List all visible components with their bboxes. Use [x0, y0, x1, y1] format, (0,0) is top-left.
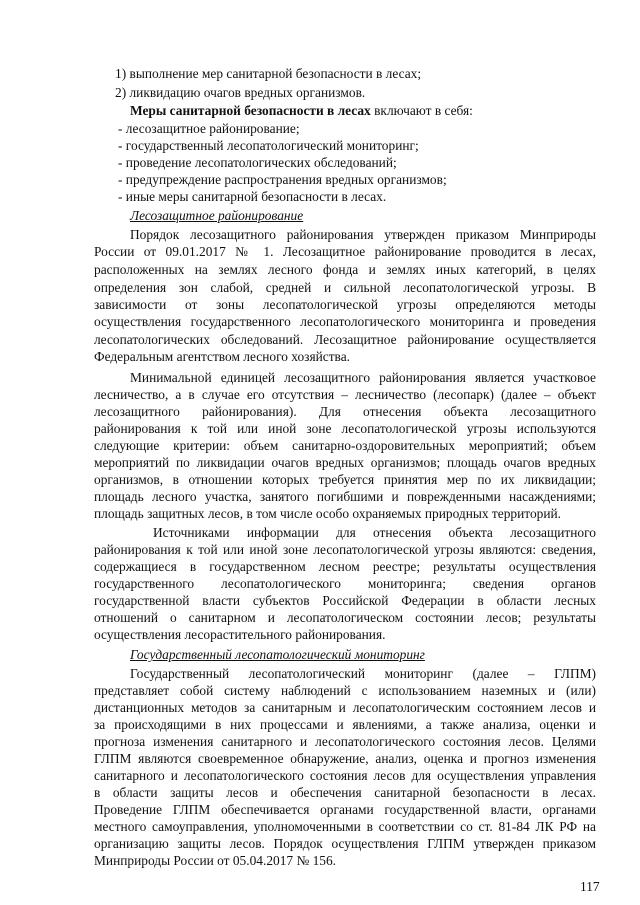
paragraph-line: Минприроды России от 05.04.2017 № 156. — [94, 853, 337, 868]
paragraph-line: России от 09.01.2017 № 1. Лесозащитное районирование проводится в лесах, — [94, 244, 596, 259]
paragraph-line: Проведение ГЛПМ обеспечивается органами государственной власти, органами — [94, 802, 596, 817]
paragraph-line: Федеральным агентством лесного хозяйства. — [94, 349, 350, 364]
paragraph-line: дистанционных методов за санитарным и лесопатологическим состоянием лесов и — [94, 700, 596, 715]
paragraph-line: расположенных на землях лесного фонда и землях иных категорий, в целях — [94, 262, 596, 277]
paragraph-line: мероприятий по ликвидации очагов вредных организмов; площадь очагов вредных — [94, 455, 596, 470]
paragraph-line: осуществления государственного лесопатологического мониторинга и проведения — [94, 314, 596, 329]
paragraph-line: Государственный лесопатологический мониторинг (далее – ГЛПМ) — [130, 666, 596, 681]
paragraph-line: санитарного и лесопатологического состояния лесов для осуществления управления — [94, 768, 596, 783]
paragraph-line: Источниками информации для отнесения объекта лесозащитного — [153, 525, 596, 540]
paragraph-line: осуществления лесорастительного районирования. — [94, 627, 386, 642]
measures-bold: Меры санитарной безопасности в лесах — [130, 103, 371, 118]
paragraph-line: Порядок лесозащитного районирования утвержден приказом Минприроды — [130, 227, 596, 242]
paragraph-line: прогноза изменения санитарного и лесопатологического состояния лесов. Целями — [94, 734, 596, 749]
paragraph-line: Минимальной единицей лесозащитного районирования является участковое — [130, 370, 596, 385]
paragraph-line: содержащиеся в государственном лесном реестре; результаты осуществления — [94, 559, 596, 574]
paragraph-line: в области защиты лесов и обеспечения санитарной безопасности в лесах. — [94, 785, 596, 800]
paragraph-line: ГЛПМ являются своевременное обнаружение, анализ, оценка и прогноз изменения — [94, 751, 596, 766]
paragraph-line: государственной власти субъектов Российской Федерации в области лесных — [94, 593, 596, 608]
dash-item: - иные меры санитарной безопасности в лесах. — [118, 189, 387, 204]
paragraph-line: лесничество, а в случае его отсутствия – лесничество (лесопарк) (далее – объект — [94, 387, 596, 402]
list-item: 2) ликвидацию очагов вредных организмов. — [115, 85, 366, 100]
paragraph-line: лесопатологических обследований. Лесозащитное районирование осуществляется — [94, 332, 596, 347]
paragraph-line: районирования к той или иной зоне лесопатологической угрозы используются — [94, 421, 596, 436]
dash-item: - лесозащитное районирование; — [118, 121, 300, 136]
page-number: 117 — [580, 879, 600, 894]
section-title: Государственный лесопатологический мониторинг — [130, 647, 425, 662]
dash-item: - государственный лесопатологический мониторинг; — [118, 138, 419, 153]
paragraph-line: представляет собой систему наблюдений с использованием наземных и (или) — [94, 683, 596, 698]
measures-intro — [130, 103, 596, 119]
measures-rest: включают в себя: — [370, 103, 473, 118]
paragraph-line: государственного лесопатологического мониторинга; сведения органов — [94, 576, 596, 591]
paragraph-line: площадь лесного участка, занятого погибшими и поврежденными насаждениями; — [94, 489, 596, 504]
dash-item: - предупреждение распространения вредных организмов; — [118, 172, 447, 187]
paragraph-line: за происходящими в них процессами и явлениями, а также анализа, оценки и — [94, 717, 596, 732]
paragraph-line: лесозащитного районирования). Для отнесения объекта лесозащитного — [94, 404, 596, 419]
paragraph-line: организацию защиты лесов. Порядок осуществления ГЛПМ утвержден приказом — [94, 836, 596, 851]
paragraph-line: площадь защитных лесов, в том числе особо охраняемых природных территорий. — [94, 506, 562, 521]
paragraph-line: районирования к той или иной зоне лесопатологической угрозы являются: сведения, — [94, 542, 596, 557]
section-title: Лесозащитное районирование — [130, 208, 304, 223]
paragraph-line: следующие критерии: объем санитарно-оздоровительных мероприятий; объем — [94, 438, 596, 453]
paragraph-line: определения зон слабой, средней и сильной лесопатологической угрозы. В — [94, 280, 596, 295]
list-item: 1) выполнение мер санитарной безопасности в лесах; — [115, 66, 422, 81]
paragraph-line: организмов, в отношении которых требуется принятия мер по их ликвидации; — [94, 472, 596, 487]
paragraph-line: зависимости от зоны лесопатологической угрозы определяются методы — [94, 297, 596, 312]
dash-item: - проведение лесопатологических обследований; — [118, 155, 397, 170]
paragraph-line: местного самоуправления, уполномоченными в соответствии со ст. 81-84 ЛК РФ на — [94, 819, 596, 834]
paragraph-line: отношений о санитарном и лесопатологическом состоянии лесов; результаты — [94, 610, 596, 625]
